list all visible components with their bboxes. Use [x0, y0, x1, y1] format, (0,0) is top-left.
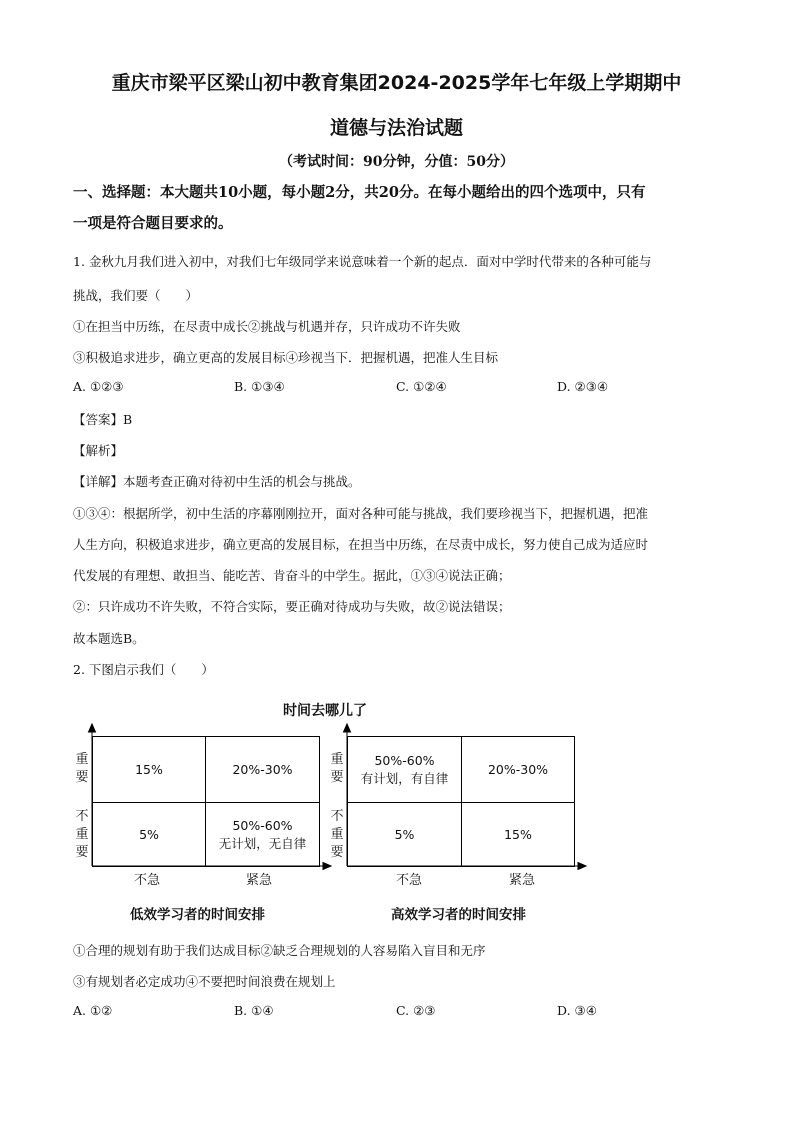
q1-explanation-line2: 人生方向，积极追求进步，确立更高的发展目标，在担当中历练，在尽责中成长，努力使自己成为适应时	[73, 537, 649, 552]
q1-detail: 【详解】本题考查正确对待初中生活的机会与挑战。	[73, 474, 361, 489]
q1-option-d[interactable]: D. ②③④	[557, 379, 609, 394]
left-cell-not-important-urgent: 50%-60% 无计划，无自律	[205, 802, 320, 867]
left-cell-important-urgent: 20%-30%	[205, 736, 320, 803]
left-x-arrow	[323, 863, 331, 870]
left-y-label-important: 重要	[75, 752, 89, 785]
q2-option-a[interactable]: A. ①②	[73, 1003, 113, 1018]
right-cell-important-not-urgent: 50%-60% 有计划，有自律	[347, 736, 462, 803]
right-cell-not-important-urgent: 15%	[461, 802, 575, 867]
section-heading-line2: 一项是符合题目要求的。	[73, 215, 233, 232]
q2-option-c[interactable]: C. ②③	[396, 1003, 436, 1018]
right-x-label-urgent: 紧急	[509, 873, 536, 888]
left-cell-important-not-urgent: 15%	[92, 736, 206, 803]
right-y-label-important: 重要	[330, 752, 344, 785]
section-heading-line1: 一、选择题：本大题共10小题，每小题2分，共20分。在每小题给出的四个选项中，只有	[73, 184, 646, 201]
page-title-line1: 重庆市梁平区梁山初中教育集团2024-2025学年七年级上学期期中	[111, 72, 682, 94]
q1-option-c[interactable]: C. ①②④	[396, 379, 447, 394]
left-cell-not-important-not-urgent: 5%	[92, 802, 206, 867]
q1-answer: 【答案】B	[73, 412, 133, 427]
q1-explanation-line3: 代发展的有理想、敢担当、能吃苦、肯奋斗的中学生。据此，①③④说法正确；	[73, 568, 511, 583]
q1-explanation-line5: 故本题选B。	[73, 631, 145, 646]
right-y-label-not-important: 不重要	[330, 809, 344, 860]
q1-explanation-line4: ②：只许成功不许失败，不符合实际，要正确对待成功与失败，故②说法错误；	[73, 599, 511, 614]
figure-title: 时间去哪儿了	[283, 703, 367, 719]
right-x-arrow	[578, 863, 586, 870]
q1-stem-line2: 挑战，我们要（ ）	[73, 288, 199, 303]
page-title-line2: 道德与法治试题	[329, 117, 463, 139]
right-cell-important-urgent: 20%-30%	[461, 736, 575, 803]
left-y-label-not-important: 不重要	[75, 809, 89, 860]
left-x-label-urgent: 紧急	[246, 873, 273, 888]
exam-info: （考试时间：90分钟，分值：50分）	[279, 154, 514, 170]
right-cell-not-important-not-urgent: 5%	[347, 802, 462, 867]
q1-option-b[interactable]: B. ①③④	[234, 379, 285, 394]
right-x-label-not-urgent: 不急	[396, 873, 423, 888]
left-y-arrow	[89, 724, 96, 732]
left-chart-caption: 低效学习者的时间安排	[130, 907, 265, 923]
left-x-label-not-urgent: 不急	[134, 873, 161, 888]
q1-analysis-label: 【解析】	[73, 443, 124, 458]
q1-choice-line1: ①在担当中历练，在尽责中成长②挑战与机遇并存，只许成功不许失败	[73, 319, 461, 334]
q1-option-a[interactable]: A. ①②③	[73, 379, 124, 394]
q1-choice-line2: ③积极追求进步，确立更高的发展目标④珍视当下．把握机遇，把准人生目标	[73, 350, 499, 365]
q2-option-b[interactable]: B. ①④	[234, 1003, 274, 1018]
q2-choice-line2: ③有规划者必定成功④不要把时间浪费在规划上	[73, 974, 336, 989]
q2-choice-line1: ①合理的规划有助于我们达成目标②缺乏合理规划的人容易陷入盲目和无序	[73, 943, 486, 958]
q2-stem: 2. 下图启示我们（ ）	[73, 662, 214, 677]
right-chart-caption: 高效学习者的时间安排	[391, 907, 526, 923]
q1-explanation-line1: ①③④：根据所学，初中生活的序幕刚刚拉开，面对各种可能与挑战，我们要珍视当下，把握机遇，把准	[73, 506, 649, 521]
q1-stem-line1: 1. 金秋九月我们进入初中，对我们七年级同学来说意味着一个新的起点．面对中学时代带来的各种可能与	[73, 254, 652, 269]
right-y-arrow	[344, 724, 351, 732]
q2-option-d[interactable]: D. ③④	[557, 1003, 597, 1018]
